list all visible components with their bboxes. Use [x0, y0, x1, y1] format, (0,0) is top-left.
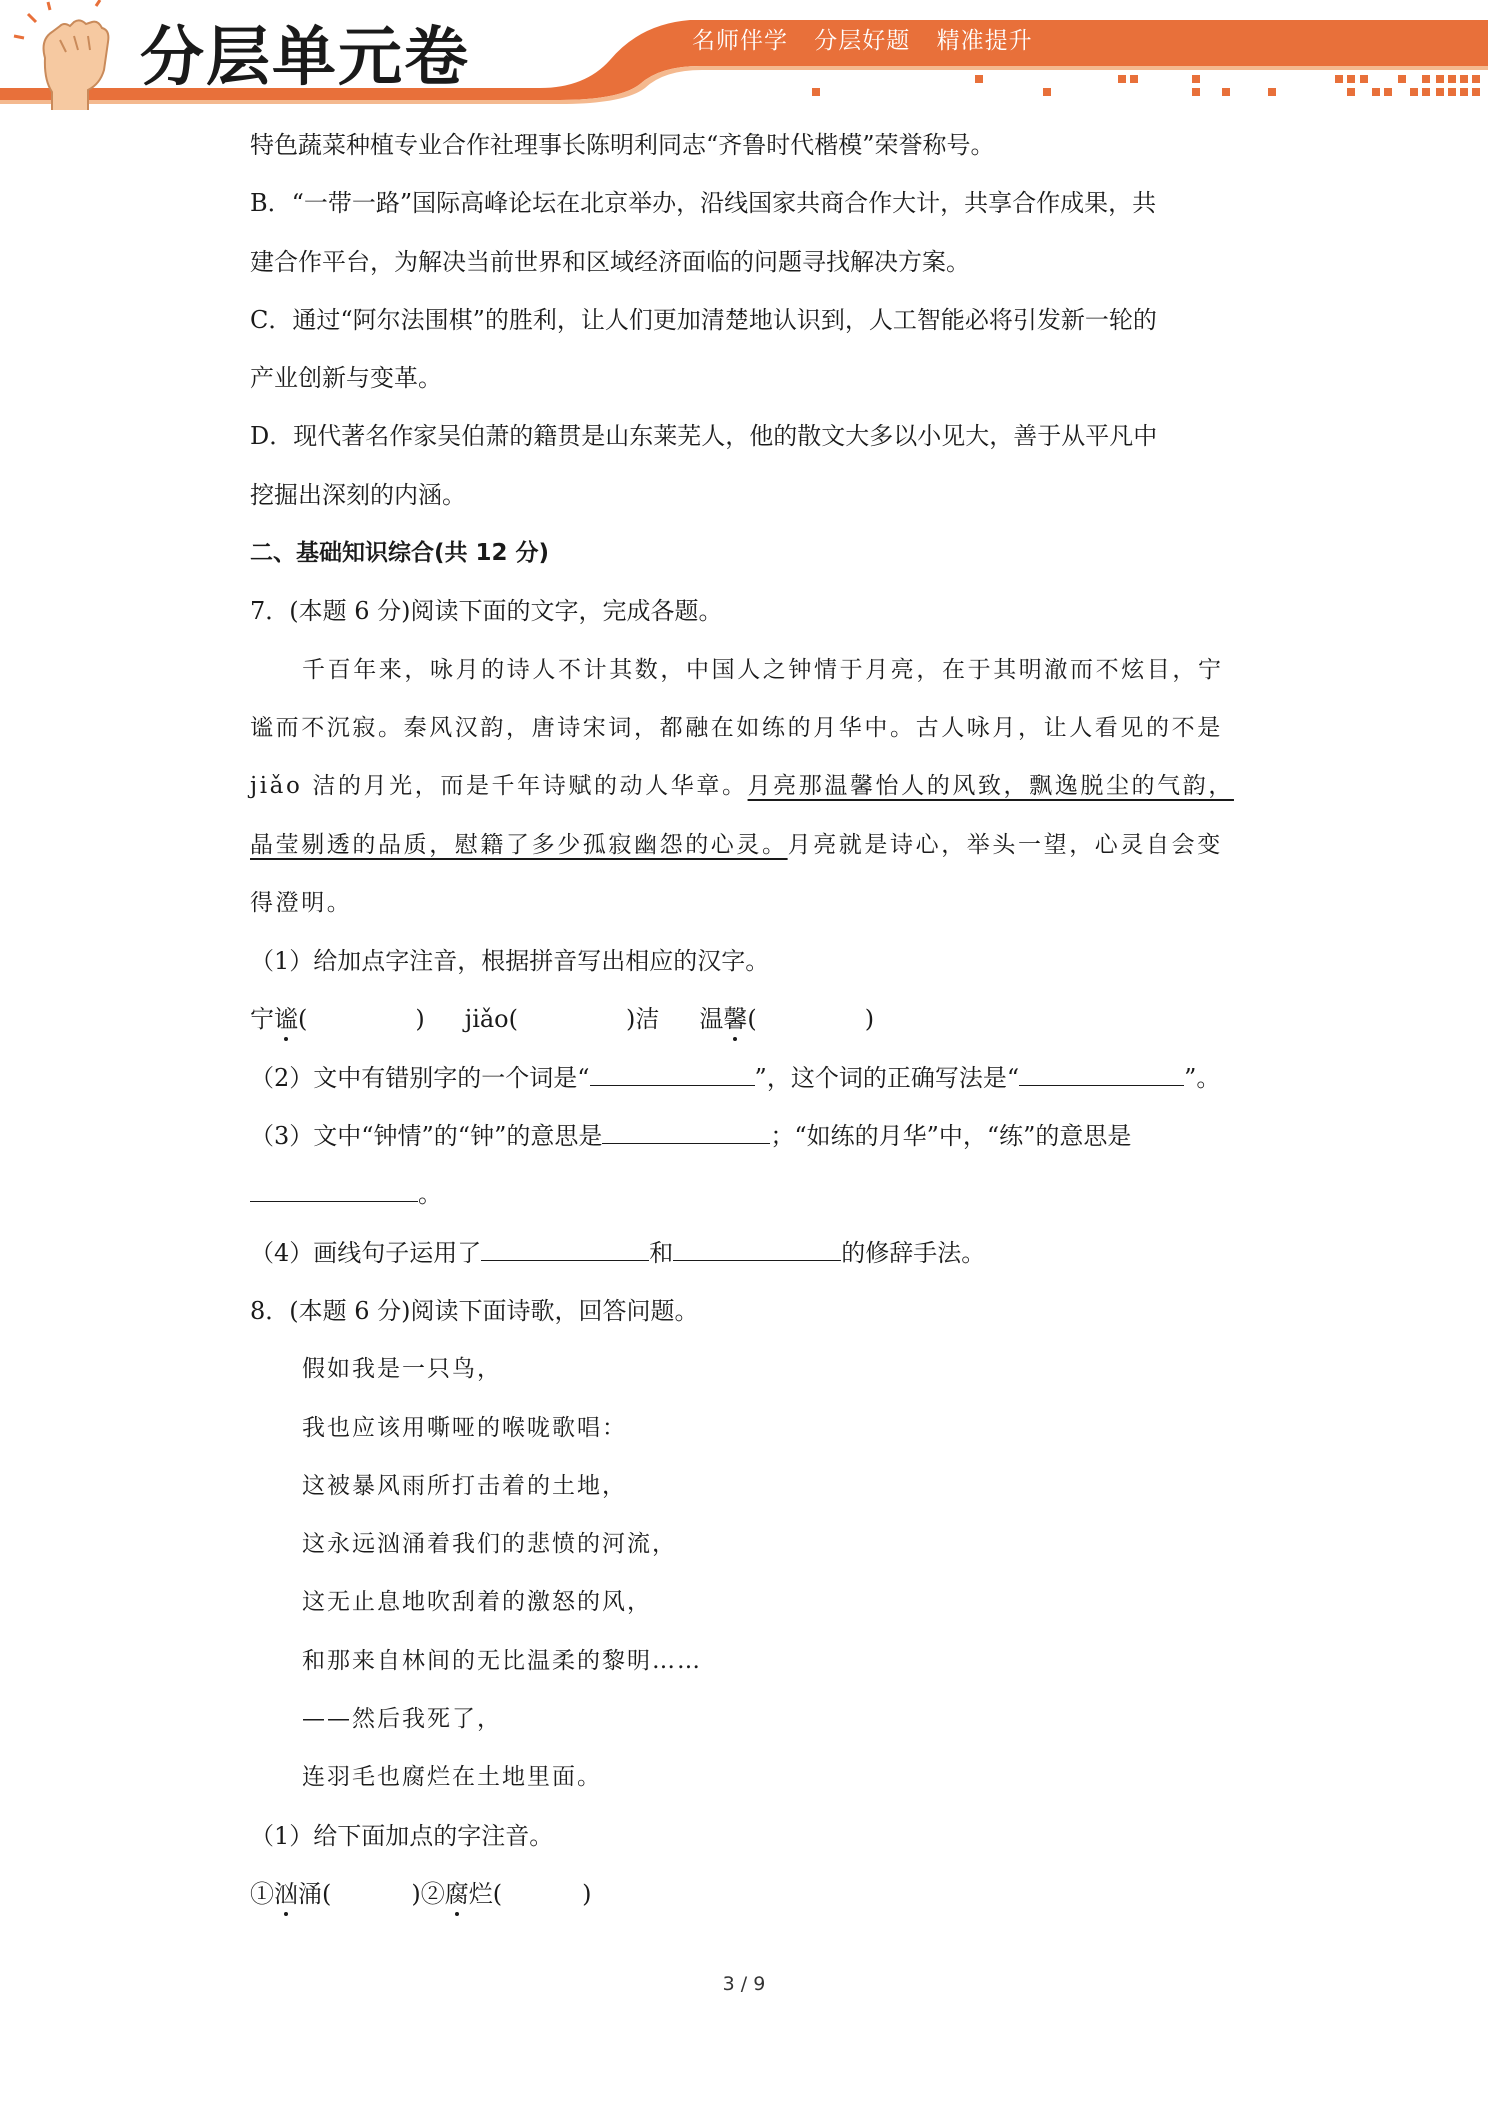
pinyin-answer-row: [250, 1865, 1250, 1923]
question-7-3-continued: [250, 1165, 1250, 1223]
brand-title: 分层单元卷: [140, 21, 470, 95]
text-fragment: 和: [649, 1238, 674, 1267]
answer-blank[interactable]: [1019, 1061, 1184, 1086]
option-c: C．通过“阿尔法围棋”的胜利，让人们更加清楚地认识到，人工智能必将引发新一轮的: [250, 305, 1157, 334]
poem-line: 这无止息地吹刮着的激怒的风，: [302, 1589, 652, 1616]
answer-blank[interactable]: [590, 1061, 755, 1086]
text-line: 特色蔬菜种植专业合作社理事长陈明利同志“齐鲁时代楷模”荣誉称号。: [250, 131, 995, 159]
question-7-2: [250, 1049, 1250, 1107]
question-7-4: [250, 1224, 1250, 1282]
text-fragment: ): [415, 1005, 425, 1034]
dotted-char: 馨: [723, 1005, 748, 1034]
answer-blank[interactable]: [602, 1119, 770, 1144]
poem-line: 这永远汹涌着我们的悲愤的河流，: [302, 1531, 677, 1558]
passage-line: 千百年来，咏月的诗人不计其数，中国人之钟情于月亮，在于其明澈而不炫目，宁: [302, 656, 1224, 683]
text-fragment: 涌(: [298, 1879, 332, 1908]
poem-line: 连羽毛也腐烂在土地里面。: [302, 1764, 602, 1791]
text-fragment: 。: [418, 1180, 442, 1209]
text-line: 产业创新与变革。: [250, 364, 442, 393]
text-fragment: jiǎo(: [464, 1005, 518, 1034]
text-fragment: )洁: [626, 1005, 660, 1034]
passage-text: jiǎo 洁的月光，而是千年诗赋的动人华章。: [250, 773, 748, 800]
question-7-3: [250, 1107, 1250, 1165]
dotted-char: 谧: [274, 1005, 298, 1034]
answer-blank[interactable]: [673, 1236, 841, 1261]
text-fragment: 烂(: [468, 1879, 503, 1908]
text-fragment: ): [582, 1879, 592, 1908]
text-fragment: 温: [699, 1005, 724, 1034]
option-d: D．现代著名作家吴伯萧的籍贯是山东莱芜人，他的散文大多以小见大，善于从平凡中: [250, 422, 1158, 451]
poem-line: 这被暴风雨所打击着的土地，: [302, 1472, 627, 1499]
text-fragment: 的修辞手法。: [841, 1238, 986, 1267]
poem-line: 我也应该用嘶哑的喉咙歌唱：: [302, 1414, 627, 1441]
passage-line: 谧而不沉寂。秦风汉韵，唐诗宋词，都融在如练的月华中。古人咏月，让人看见的不是: [250, 714, 1223, 741]
text-fragment: ”。: [1184, 1063, 1221, 1092]
text-line: 建合作平台，为解决当前世界和区域经济面临的问题寻找解决方案。: [250, 247, 970, 276]
text-fragment: （4）画线句子运用了: [250, 1238, 482, 1267]
question-8: 8．(本题 6 分)阅读下面诗歌，回答问题。: [250, 1296, 699, 1325]
text-fragment: （2）文中有错别字的一个词是“: [250, 1063, 590, 1092]
question-7-1: （1）给加点字注音，根据拼音写出相应的汉字。: [250, 947, 770, 976]
answer-blank[interactable]: [250, 1177, 418, 1202]
text-fragment: )②: [411, 1879, 445, 1908]
text-fragment: ): [864, 1005, 875, 1034]
header-slogan: 名师伴学 分层好题 精准提升: [692, 28, 1033, 54]
underlined-sentence: 晶莹剔透的品质，慰籍了多少孤寂幽怨的心灵。: [250, 831, 788, 858]
passage-line: 得澄明。: [250, 889, 353, 916]
text-fragment: ；“如练的月华”中，“练”的意思是: [770, 1122, 1132, 1151]
page-header: [0, 0, 1488, 110]
poem-line: 和那来自林间的无比温柔的黎明……: [302, 1647, 702, 1674]
underlined-sentence: 月亮那温馨怡人的风致，飘逸脱尘的气韵，: [747, 773, 1234, 800]
section-heading: 二、基础知识综合(共 12 分): [250, 540, 550, 567]
text-fragment: (: [298, 1005, 308, 1034]
question-8-1: （1）给下面加点的字注音。: [250, 1821, 554, 1850]
text-line: 挖掘出深刻的内涵。: [250, 480, 466, 509]
page-number: 3 / 9: [722, 1973, 766, 1995]
text-fragment: ”，这个词的正确写法是“: [754, 1063, 1020, 1092]
passage-line: [250, 816, 1250, 874]
poem-line: ——然后我死了，: [302, 1706, 502, 1733]
text-fragment: ①: [250, 1879, 274, 1908]
question-7: 7．(本题 6 分)阅读下面的文字，完成各题。: [250, 597, 723, 626]
dotted-char: 腐: [444, 1879, 469, 1908]
dotted-char: 汹: [274, 1879, 298, 1908]
text-fragment: (: [747, 1005, 757, 1034]
pinyin-answer-row: [250, 990, 1250, 1048]
option-b: B．“一带一路”国际高峰论坛在北京举办，沿线国家共商合作大计，共享合作成果，共: [250, 189, 1157, 218]
answer-blank[interactable]: [481, 1236, 649, 1261]
document-body: [250, 116, 1250, 1923]
text-fragment: （3）文中“钟情”的“钟”的意思是: [250, 1122, 603, 1151]
passage-text: 月亮就是诗心，举头一望，心灵自会变: [787, 831, 1223, 858]
passage-line: [250, 757, 1250, 815]
poem-line: 假如我是一只鸟，: [302, 1356, 502, 1383]
text-fragment: 宁: [250, 1005, 274, 1034]
